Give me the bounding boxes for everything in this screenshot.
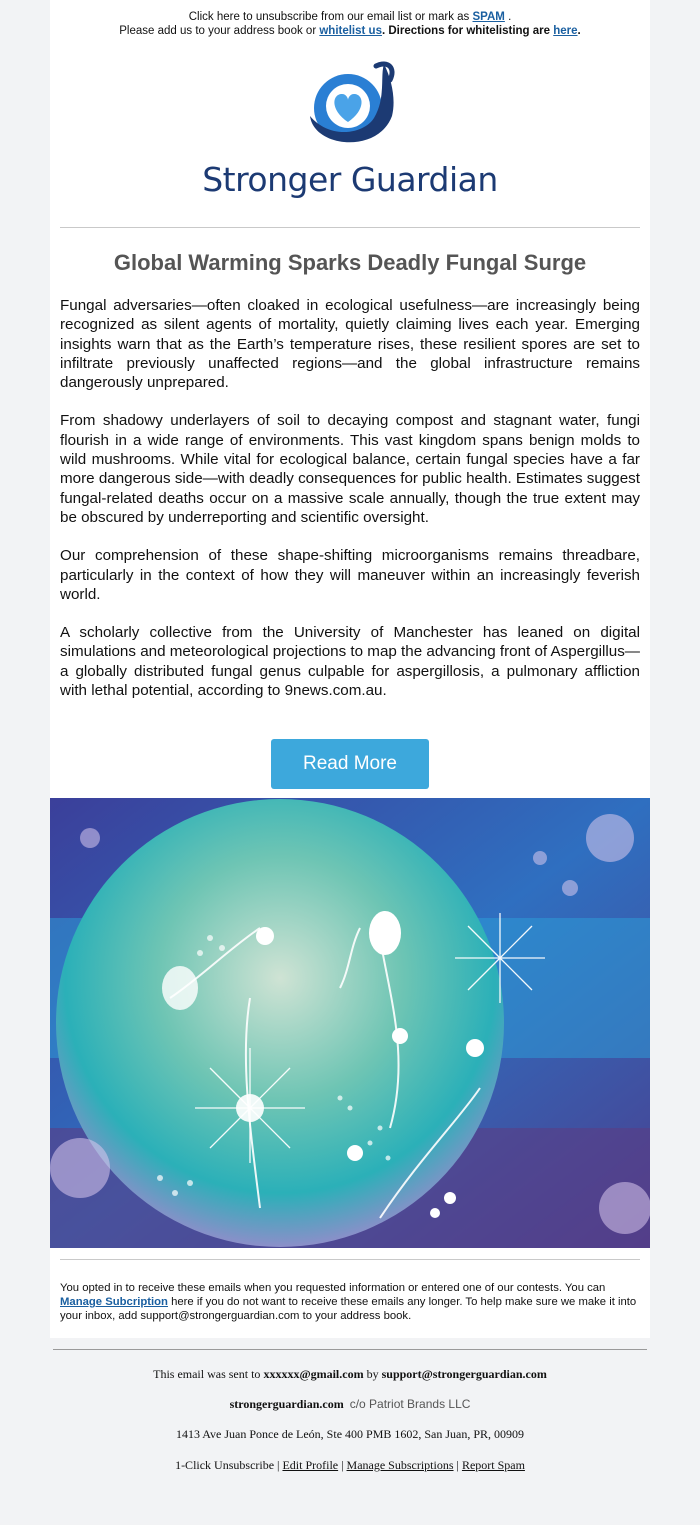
footer-address: 1413 Ave Juan Ponce de León, Ste 400 PMB 1602, San Juan, PR, 00909 — [175, 1427, 525, 1441]
read-more-button[interactable]: Read More — [271, 739, 429, 789]
header-notice: Click here to unsubscribe from our email list or mark as SPAM . Please add us to your address book or whitelist us. Directions for whitelisting are here. — [119, 11, 581, 37]
manage-subscription-link[interactable]: Manage Subcription — [60, 1296, 168, 1308]
edit-profile-link[interactable]: Edit Profile — [282, 1458, 339, 1472]
heart-hand-logo-icon — [300, 56, 400, 156]
article-paragraph: From shadowy underlayers of soil to decaying compost and stagnant water, fungi flourish in a wide range of environments. This vast kingdom spans benign molds to wild mushrooms. While vital for ecological balance, certain fungal species have a far more dangerous side—with deadly consequences for public health. Estimates suggest fungal-related deaths occur on a massive scale annually, though the true extent may be obscured by underreporting and scientific oversight. — [60, 412, 640, 526]
whitelist-link[interactable]: whitelist us — [319, 25, 382, 37]
article-paragraph: Fungal adversaries—often cloaked in ecological usefulness—are increasingly being recognized as silent agents of mortality, quietly claiming lives each year. Emerging insights warn that as the Earth’s temperature rises, these resilient spores are set to infiltrate previously unaffected regions—and the global infrastructure remains dangerously unprepared. — [60, 297, 640, 392]
here-link[interactable]: here — [553, 25, 578, 37]
divider — [60, 1259, 640, 1260]
email-card — [50, 0, 650, 1338]
footer-divider — [53, 1349, 647, 1350]
sender-email: support@strongerguardian.com — [381, 1367, 547, 1381]
footer-links: 1-Click Unsubscribe | Edit Profile | Manage Subscriptions | Report Spam — [175, 1458, 525, 1472]
article-body — [60, 296, 640, 719]
one-click-unsubscribe-link[interactable]: 1-Click Unsubscribe — [175, 1458, 275, 1472]
report-spam-link[interactable]: Report Spam — [461, 1458, 525, 1472]
manage-subscriptions-link[interactable]: Manage Subscriptions — [346, 1458, 454, 1472]
recipient-email: xxxxxx@gmail.com — [263, 1367, 364, 1381]
article-paragraph: Our comprehension of these shape-shifting microorganisms remains threadbare, particularly in the context of how they will maneuver within an increasingly feverish world. — [60, 547, 640, 603]
article-paragraph: A scholarly collective from the University of Manchester has leaned on digital simulations and meteorological projections to map the advancing front of Aspergillus—a globally distributed fungal genus culpable for aspergillosis, a pulmonary affliction with lethal potential, according to 9news.com.au. — [60, 624, 640, 700]
footer-sent-line: This email was sent to xxxxxx@gmail.com by support@strongerguardian.com — [153, 1367, 547, 1381]
footer-company-line — [0, 1397, 700, 1412]
article-title: Global Warming Sparks Deadly Fungal Surge — [113, 250, 587, 275]
unsubscribe-text[interactable]: Click here to unsubscribe from our email list or mark as — [188, 11, 473, 23]
spam-link[interactable]: SPAM — [472, 11, 505, 23]
footer-domain: strongerguardian.com — [229, 1397, 344, 1411]
fungal-illustration-image[interactable] — [50, 798, 650, 1248]
footer-company: c/o Patriot Brands LLC — [349, 1397, 471, 1411]
brand-name: Stronger Guardian — [202, 160, 498, 199]
divider — [60, 227, 640, 228]
optin-notice: You opted in to receive these emails when you requested information or entered one of our contests. You can Manage Subcription here if you do not want to receive these emails any longer. To help make sure we make it into your inbox, add support@strongerguardian.com to your address book. — [60, 1282, 637, 1322]
